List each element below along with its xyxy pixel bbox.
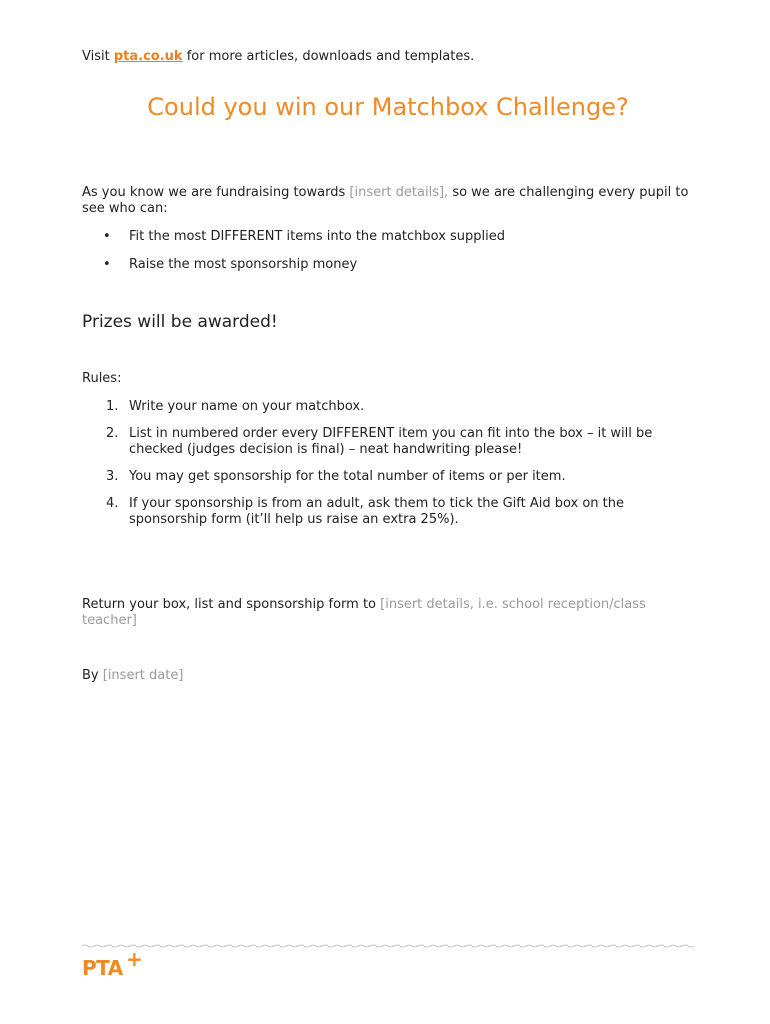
- rule-text: You may get sponsorship for the total number of items or per item.: [129, 469, 566, 484]
- rule-item: [82, 496, 694, 528]
- intro-text-before: As you know we are fundraising towards: [82, 185, 350, 200]
- list-item-text: Fit the most DIFFERENT items into the matchbox supplied: [129, 229, 506, 244]
- date-placeholder: [insert date]: [102, 668, 184, 683]
- pta-link[interactable]: pta.co.uk: [113, 49, 183, 64]
- list-item: [82, 229, 505, 257]
- bullet-icon: •: [103, 257, 111, 272]
- return-paragraph: [82, 597, 694, 629]
- rules-label: Rules:: [82, 371, 122, 386]
- intro-text-after: so we are challenging every pupil to see who can:: [82, 185, 689, 216]
- rule-number: 4.: [106, 496, 119, 511]
- footer-wavy-divider: [82, 944, 694, 948]
- rule-item: [82, 426, 694, 458]
- visit-line: [82, 49, 474, 64]
- list-item-text: Raise the most sponsorship money: [129, 257, 358, 272]
- plus-icon: +: [126, 947, 143, 971]
- rule-number: 2.: [106, 426, 119, 441]
- challenge-list: [82, 229, 505, 285]
- rules-list: [82, 399, 694, 539]
- by-text: By: [82, 668, 103, 683]
- list-item: [82, 257, 505, 285]
- by-date-paragraph: [82, 668, 694, 684]
- rule-text: If your sponsorship is from an adult, ask them to tick the Gift Aid box on the sponsorship form (it’ll help us raise an extra 25%).: [129, 496, 625, 527]
- page-title: Could you win our Matchbox Challenge?: [147, 93, 629, 121]
- rule-number: 3.: [106, 469, 119, 484]
- bullet-icon: •: [103, 229, 111, 244]
- rule-text: Write your name on your matchbox.: [129, 399, 365, 414]
- visit-suffix: for more articles, downloads and templates.: [182, 49, 475, 64]
- rule-item: [82, 399, 694, 415]
- intro-paragraph: [82, 185, 694, 217]
- return-placeholder: [insert details, i.e. school reception/class teacher]: [82, 597, 646, 628]
- rule-item: [82, 469, 694, 485]
- prizes-heading: Prizes will be awarded!: [82, 312, 278, 332]
- rule-text: List in numbered order every DIFFERENT item you can fit into the box – it will be checked (judges decision is final) – neat handwriting please!: [129, 426, 653, 457]
- return-text: Return your box, list and sponsorship form to: [82, 597, 381, 612]
- rule-number: 1.: [106, 399, 119, 414]
- intro-placeholder: [insert details],: [349, 185, 449, 200]
- logo-text: PTA: [82, 956, 123, 980]
- visit-prefix: Visit: [82, 49, 114, 64]
